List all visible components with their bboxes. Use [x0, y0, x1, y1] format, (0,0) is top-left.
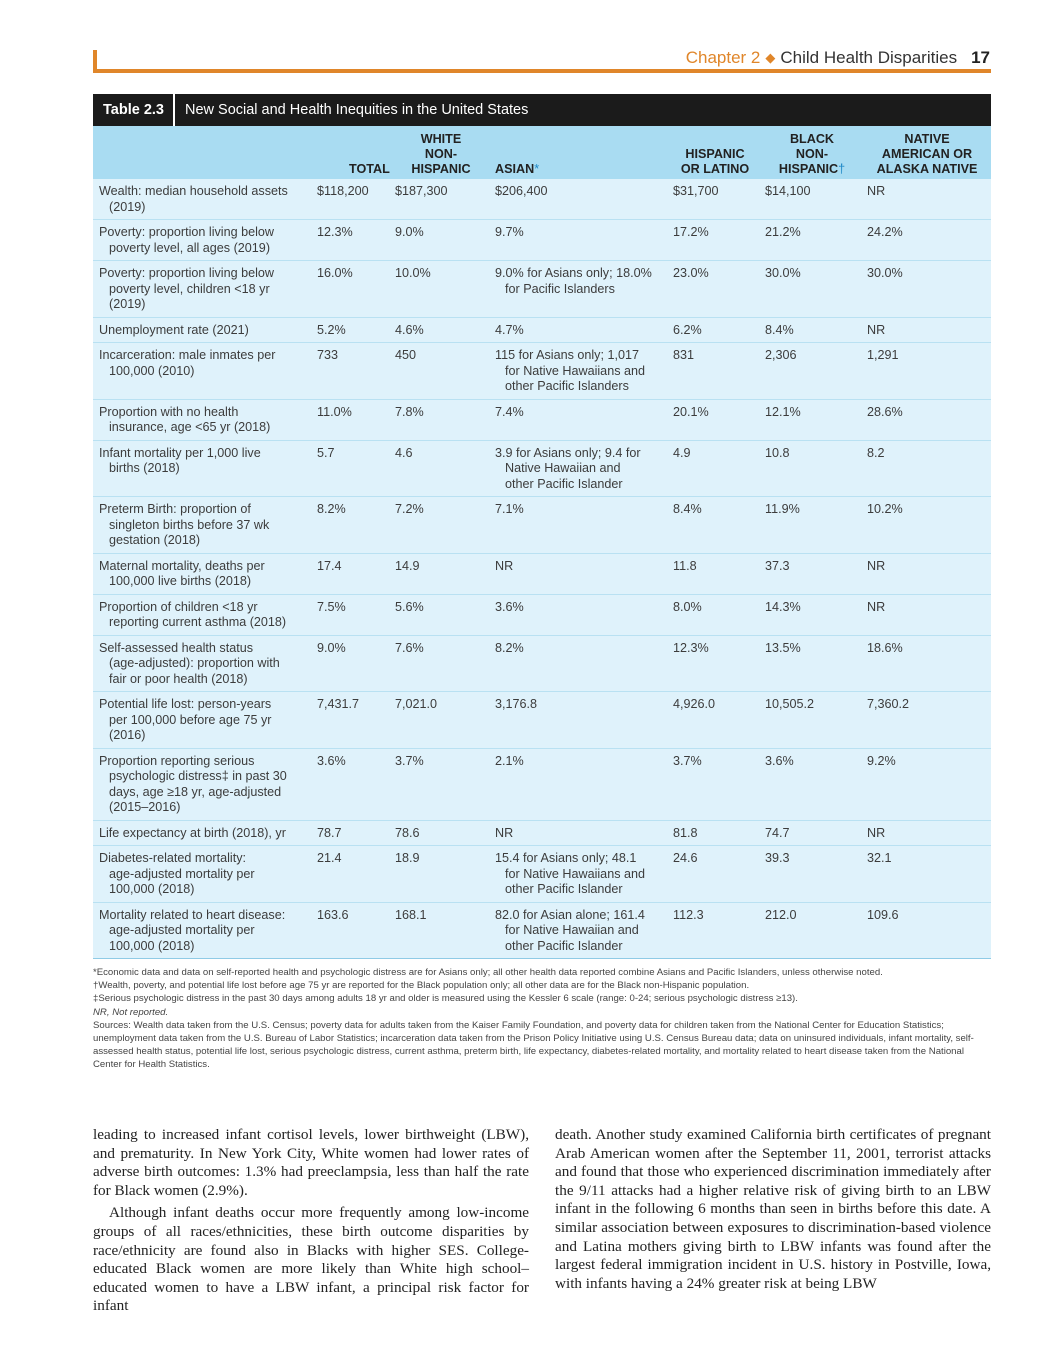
table-row: [93, 343, 991, 400]
cell-white: 450: [391, 343, 491, 400]
cell-total: 3.6%: [313, 748, 391, 820]
cell-native: NR: [863, 317, 991, 343]
table-row: [93, 594, 991, 635]
cell-hispanic: 112.3: [669, 902, 761, 958]
cell-hispanic: 20.1%: [669, 399, 761, 440]
cell-measure: Preterm Birth: proportion of singleton births before 37 wk gestation (2018): [93, 497, 313, 554]
cell-hispanic: 3.7%: [669, 748, 761, 820]
cell-total: $118,200: [317, 184, 369, 198]
table-row: [93, 220, 991, 261]
cell-measure: Mortality related to heart disease: age-adjusted mortality per 100,000 (2018): [93, 902, 313, 958]
col-header-measure: [93, 126, 313, 179]
body-paragraph: Although infant deaths occur more frequently among low-income groups of all races/ethnicities, these birth outcome disparities by race/ethnicity are found also in Blacks with higher SES. College-educated Black women are more likely than White high school–educated women to have a LBW infant, a principal risk factor for infant: [93, 1204, 529, 1315]
cell-hispanic: 24.6: [669, 846, 761, 903]
cell-asian: 82.0 for Asian alone; 161.4 for Native Hawaiian and other Pacific Islander: [491, 902, 669, 958]
col-header-asian: ASIAN*: [491, 126, 669, 179]
running-header: [686, 48, 990, 68]
cell-total: 21.4: [313, 846, 391, 903]
cell-hispanic: 8.0%: [669, 594, 761, 635]
cell-black: 30.0%: [761, 261, 863, 318]
cell-total: 17.4: [313, 553, 391, 594]
cell-total: 5.7: [313, 440, 391, 497]
cell-white: 5.6%: [391, 594, 491, 635]
cell-asian: 3,176.8: [491, 692, 669, 749]
cell-asian: 3.9 for Asians only; 9.4 for Native Hawaiian and other Pacific Islander: [491, 440, 669, 497]
cell-native: 18.6%: [863, 635, 991, 692]
cell-total: 733: [313, 343, 391, 400]
cell-total: 163.6: [313, 902, 391, 958]
cell-total: 78.7: [313, 820, 391, 846]
table-row: [93, 261, 991, 318]
cell-total: 7.5%: [313, 594, 391, 635]
cell-measure: Wealth: median household assets (2019): [99, 184, 288, 214]
col-header-black: BLACK NON- HISPANIC†: [761, 126, 863, 179]
cell-native: 109.6: [863, 902, 991, 958]
cell-white: 7.2%: [391, 497, 491, 554]
cell-hispanic: 8.4%: [669, 497, 761, 554]
cell-white: 9.0%: [391, 220, 491, 261]
cell-white: 3.7%: [391, 748, 491, 820]
cell-total: 11.0%: [313, 399, 391, 440]
cell-white: 168.1: [391, 902, 491, 958]
page-number: 17: [971, 48, 990, 67]
cell-native: NR: [863, 553, 991, 594]
cell-asian: 7.4%: [491, 399, 669, 440]
table-title-bar: [93, 94, 991, 126]
cell-measure: Maternal mortality, deaths per 100,000 live births (2018): [93, 553, 313, 594]
table-header-row: [93, 126, 991, 179]
cell-black: 11.9%: [761, 497, 863, 554]
cell-black: 14.3%: [761, 594, 863, 635]
col-header-native: NATIVE AMERICAN OR ALASKA NATIVE: [863, 126, 991, 179]
cell-black: 37.3: [761, 553, 863, 594]
cell-asian: 9.7%: [491, 220, 669, 261]
cell-black: 21.2%: [761, 220, 863, 261]
cell-native: 28.6%: [863, 399, 991, 440]
table-row: [93, 902, 991, 958]
cell-black: 8.4%: [761, 317, 863, 343]
data-table: [93, 126, 991, 959]
footnote-dagger: †Wealth, poverty, and potential life lost before age 75 yr are reported for the Black population only; all other data are for the Black non-Hispanic population.: [93, 980, 750, 992]
cell-native: 30.0%: [863, 261, 991, 318]
cell-asian: NR: [491, 820, 669, 846]
cell-total: 12.3%: [313, 220, 391, 261]
table-row: [93, 820, 991, 846]
cell-white: 7.8%: [391, 399, 491, 440]
cell-asian: 8.2%: [491, 635, 669, 692]
cell-asian: 15.4 for Asians only; 48.1 for Native Hawaiians and other Pacific Islander: [491, 846, 669, 903]
cell-asian: 115 for Asians only; 1,017 for Native Hawaiians and other Pacific Islanders: [491, 343, 669, 400]
cell-total: 9.0%: [313, 635, 391, 692]
cell-asian: $206,400: [495, 184, 548, 198]
cell-asian: NR: [491, 553, 669, 594]
table-row: [93, 635, 991, 692]
col-header-white: WHITE NON- HISPANIC: [391, 126, 491, 179]
cell-asian: 7.1%: [491, 497, 669, 554]
cell-white: $187,300: [395, 184, 448, 198]
cell-hispanic: 4.9: [669, 440, 761, 497]
cell-measure: Diabetes-related mortality: age-adjusted mortality per 100,000 (2018): [93, 846, 313, 903]
table-row: [93, 846, 991, 903]
cell-black: $14,100: [765, 184, 811, 198]
table-row: [93, 553, 991, 594]
body-column-left: [93, 1126, 529, 1316]
cell-measure: Proportion reporting serious psychologic distress‡ in past 30 days, age ≥18 yr, age-adjusted (2015–2016): [93, 748, 313, 820]
cell-hispanic: $31,700: [673, 184, 719, 198]
cell-black: 2,306: [761, 343, 863, 400]
chapter-label: Chapter 2: [685, 48, 761, 67]
cell-measure: Poverty: proportion living below poverty level, children <18 yr (2019): [93, 261, 313, 318]
cell-native: NR: [863, 594, 991, 635]
cell-measure: Proportion of children <18 yr reporting current asthma (2018): [93, 594, 313, 635]
header-rule: [93, 69, 991, 73]
cell-measure: Self-assessed health status (age-adjusted): proportion with fair or poor health (2018): [93, 635, 313, 692]
body-paragraph: leading to increased infant cortisol levels, lower birthweight (LBW), and prematurity. In New York City, White women had lower rates of adverse birth outcomes: 1.3% had preeclampsia, less than half the rate for Black women (2.9%).: [93, 1126, 529, 1199]
cell-asian: 3.6%: [491, 594, 669, 635]
cell-asian: 4.7%: [491, 317, 669, 343]
table-row: [93, 399, 991, 440]
cell-white: 10.0%: [391, 261, 491, 318]
cell-native: 9.2%: [863, 748, 991, 820]
cell-hispanic: 11.8: [669, 553, 761, 594]
cell-measure: Unemployment rate (2021): [93, 317, 313, 343]
cell-hispanic: 17.2%: [669, 220, 761, 261]
col-header-hispanic: HISPANIC OR LATINO: [669, 126, 761, 179]
footnote-double-dagger: ‡Serious psychologic distress in the past 30 days among adults 18 yr and older is measured using the Kessler 6 scale (range: 0-24; serious psychologic distress ≥13).: [93, 993, 798, 1005]
cell-black: 12.1%: [761, 399, 863, 440]
cell-hispanic: 6.2%: [669, 317, 761, 343]
table-caption: New Social and Health Inequities in the United States: [185, 102, 529, 118]
cell-white: 18.9: [391, 846, 491, 903]
cell-measure: Potential life lost: person-years per 100,000 before age 75 yr (2016): [93, 692, 313, 749]
table-row: [93, 692, 991, 749]
cell-hispanic: 831: [669, 343, 761, 400]
cell-hispanic: 23.0%: [669, 261, 761, 318]
cell-black: 74.7: [761, 820, 863, 846]
cell-black: 3.6%: [761, 748, 863, 820]
cell-white: 14.9: [391, 553, 491, 594]
cell-asian: 9.0% for Asians only; 18.0% for Pacific Islanders: [491, 261, 669, 318]
footnote-nr: NR, Not reported.: [93, 1006, 169, 1018]
dagger-mark: †: [838, 162, 846, 176]
cell-white: 78.6: [391, 820, 491, 846]
table-row: [93, 497, 991, 554]
footnote-sources: Sources: Wealth data taken from the U.S. Census; poverty data for adults taken from the Kaiser Family Foundation, and poverty data for children taken from the National Center for Education Statistics; unemployment data taken from the U.S. Bureau of Labor Statistics; incarceration data taken from the Prison Policy Initiative using U.S. Census Bureau data; data on uninsured individuals, infant mortality, self-assessed health status, potential life lost, serious psychologic distress, current asthma, preterm birth, life expectancy, diabetes-related mortality, and mortality related to heart disease taken from the National Center for Health Statistics.: [93, 1019, 974, 1071]
asterisk-mark: *: [534, 162, 540, 176]
cell-hispanic: 4,926.0: [669, 692, 761, 749]
cell-black: 10.8: [761, 440, 863, 497]
cell-measure: Incarceration: male inmates per 100,000 (2010): [93, 343, 313, 400]
cell-native: 7,360.2: [863, 692, 991, 749]
cell-total: 7,431.7: [313, 692, 391, 749]
cell-total: 5.2%: [313, 317, 391, 343]
cell-native: 24.2%: [863, 220, 991, 261]
cell-native: NR: [867, 184, 886, 198]
table-footnotes: [93, 966, 991, 1072]
cell-total: 16.0%: [313, 261, 391, 318]
cell-native: NR: [863, 820, 991, 846]
table-row: [93, 440, 991, 497]
cell-native: 10.2%: [863, 497, 991, 554]
footnote-asterisk: *Economic data and data on self-reported health and psychologic distress are for Asians only; all other health data reported combine Asians and Pacific Islanders, unless otherwise noted.: [93, 967, 883, 978]
cell-white: 4.6: [391, 440, 491, 497]
cell-hispanic: 12.3%: [669, 635, 761, 692]
col-header-total: TOTAL: [313, 126, 391, 179]
table-row: [93, 317, 991, 343]
cell-measure: Proportion with no health insurance, age <65 yr (2018): [93, 399, 313, 440]
body-column-right: [555, 1126, 991, 1293]
cell-asian: 2.1%: [491, 748, 669, 820]
table-label: Table 2.3: [93, 94, 175, 126]
chapter-title: Child Health Disparities: [780, 48, 958, 67]
body-paragraph: death. Another study examined California birth certificates of pregnant Arab American women after the September 11, 2001, terrorist attacks and found that those who experienced discrimination immediately after the 9/11 attacks had a higher relative risk of giving birth to an LBW infant in the following 6 months than seen in births before this date. A similar association between exposures to discrimination-based violence and Latina mothers giving birth to LBW infants was found after the largest federal immigration incident in U.S. history in Postville, Iowa, with infants having a 24% greater risk at being LBW: [555, 1126, 991, 1292]
cell-native: 1,291: [863, 343, 991, 400]
cell-measure: Poverty: proportion living below poverty level, all ages (2019): [93, 220, 313, 261]
table-row: [93, 179, 991, 220]
cell-black: 39.3: [761, 846, 863, 903]
cell-white: 4.6%: [391, 317, 491, 343]
cell-black: 10,505.2: [761, 692, 863, 749]
cell-white: 7,021.0: [391, 692, 491, 749]
cell-native: 32.1: [863, 846, 991, 903]
cell-white: 7.6%: [391, 635, 491, 692]
cell-native: 8.2: [863, 440, 991, 497]
table-row: [93, 748, 991, 820]
cell-measure: Life expectancy at birth (2018), yr: [93, 820, 313, 846]
cell-total: 8.2%: [313, 497, 391, 554]
cell-measure: Infant mortality per 1,000 live births (2018): [93, 440, 313, 497]
cell-black: 212.0: [761, 902, 863, 958]
diamond-icon: ◆: [765, 50, 776, 65]
cell-black: 13.5%: [761, 635, 863, 692]
cell-hispanic: 81.8: [669, 820, 761, 846]
